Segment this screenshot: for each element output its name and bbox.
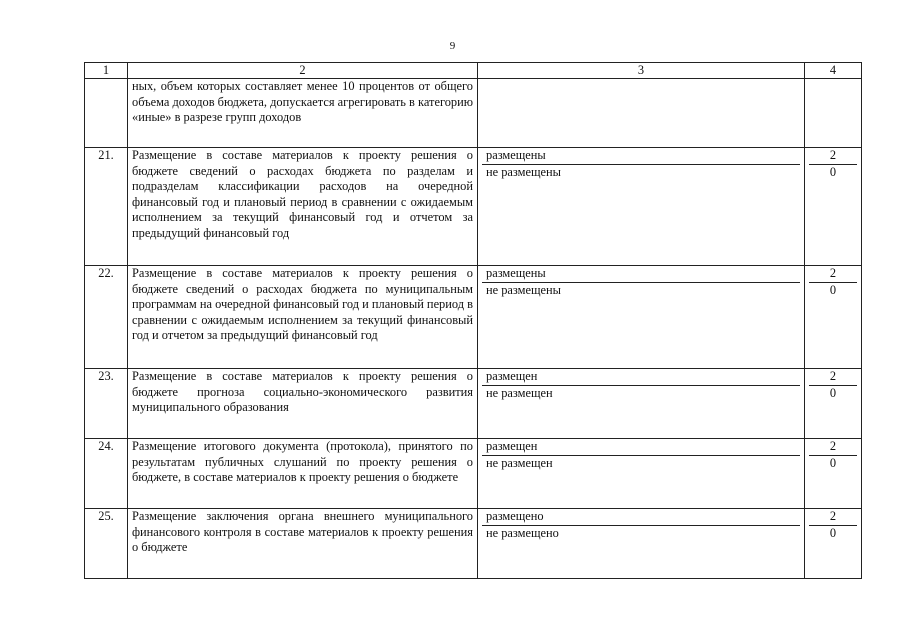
header-col-1: 1 — [85, 63, 128, 79]
score-positive: 2 — [809, 148, 857, 165]
score-cell — [805, 509, 862, 579]
row-number: 24. — [85, 439, 128, 509]
option-cell — [478, 266, 805, 369]
score-negative: 0 — [829, 455, 837, 470]
score-cell — [805, 148, 862, 266]
option-positive: размещено — [482, 509, 800, 526]
option-negative: не размещен — [486, 455, 553, 470]
row-number: 25. — [85, 509, 128, 579]
option-cell — [478, 439, 805, 509]
criterion-text: Размещение заключения органа внешнего муниципального финансового контроля в составе материалов к проекту решения о бюджете — [128, 509, 478, 579]
option-cell — [478, 79, 805, 148]
score-negative: 0 — [829, 164, 837, 179]
score-cell — [805, 79, 862, 148]
table-row — [85, 439, 862, 509]
row-number: 23. — [85, 369, 128, 439]
header-col-4: 4 — [805, 63, 862, 79]
page-number: 9 — [449, 40, 456, 52]
score-positive: 2 — [809, 266, 857, 283]
option-negative: не размещены — [486, 164, 561, 179]
option-cell — [478, 369, 805, 439]
criterion-text: Размещение итогового документа (протокола), принятого по результатам публичных слушаний по проекту решения о бюджете, в составе материалов к проекту решения о бюджете — [128, 439, 478, 509]
option-negative: не размещен — [486, 385, 553, 400]
header-col-3: 3 — [478, 63, 805, 79]
option-cell — [478, 509, 805, 579]
score-negative: 0 — [829, 282, 837, 297]
score-positive: 2 — [809, 369, 857, 386]
criterion-text: Размещение в составе материалов к проекту решения о бюджете сведений о расходах бюджета по разделам и подразделам классификации расходов на очередной финансовый год и плановый период в сравнении с ожидаемым исполнением за текущий финансовый год и отчетом за предыдущий финансовый год — [128, 148, 478, 266]
score-positive: 2 — [809, 509, 857, 526]
row-number: 22. — [85, 266, 128, 369]
option-positive: размещен — [482, 439, 800, 456]
table-row — [85, 509, 862, 579]
score-positive: 2 — [809, 439, 857, 456]
score-negative: 0 — [829, 385, 837, 400]
score-negative: 0 — [829, 525, 837, 540]
score-cell — [805, 439, 862, 509]
header-col-2: 2 — [128, 63, 478, 79]
header-row — [85, 63, 862, 79]
option-positive: размещены — [482, 148, 800, 165]
score-cell — [805, 369, 862, 439]
table-row — [85, 369, 862, 439]
table-row — [85, 148, 862, 266]
option-negative: не размещено — [486, 525, 559, 540]
row-number — [85, 79, 128, 148]
criterion-text: Размещение в составе материалов к проекту решения о бюджете сведений о расходах бюджета по муниципальным программам на очередной финансовый год и плановый период в сравнении с ожидаемым исполнением за текущий финансовый год и отчетом за предыдущий финансовый год — [128, 266, 478, 369]
criteria-table — [84, 62, 862, 579]
option-positive: размещен — [482, 369, 800, 386]
continuation-row — [85, 79, 862, 148]
criterion-text: Размещение в составе материалов к проекту решения о бюджете прогноза социально-экономического развития муниципального образования — [128, 369, 478, 439]
row-number: 21. — [85, 148, 128, 266]
table-row — [85, 266, 862, 369]
score-cell — [805, 266, 862, 369]
option-negative: не размещены — [486, 282, 561, 297]
criterion-text: ных, объем которых составляет менее 10 процентов от общего объема доходов бюджета, допускается агрегировать в категорию «иные» в разрезе групп доходов — [128, 79, 478, 148]
option-cell — [478, 148, 805, 266]
option-positive: размещены — [482, 266, 800, 283]
